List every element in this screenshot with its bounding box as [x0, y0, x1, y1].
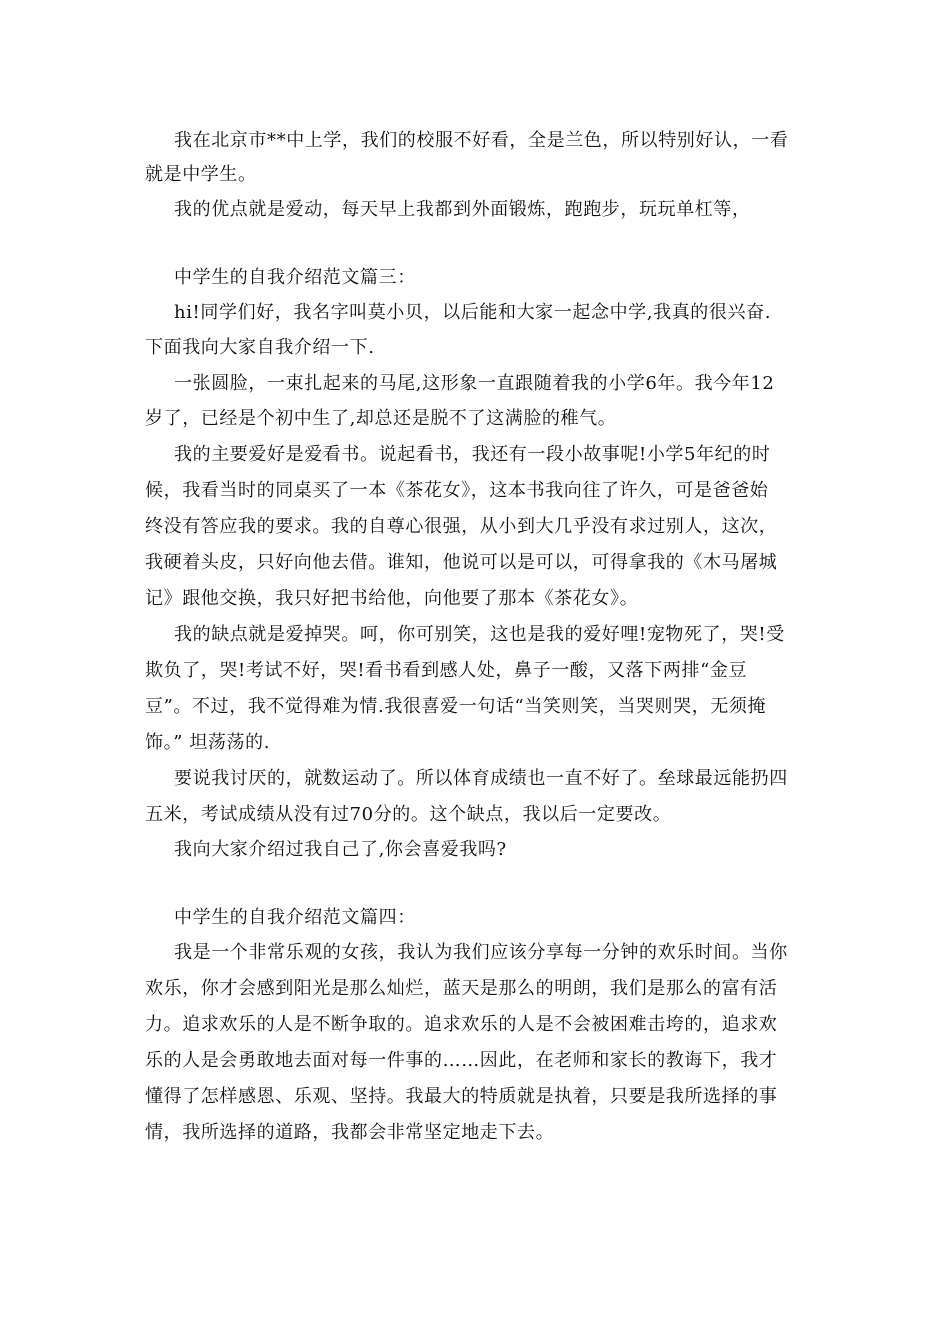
- text-line: 候，我看当时的同桌买了一本《茶花女》，这本书我向往了许久，可是爸爸始: [145, 480, 769, 501]
- section-heading: 中学生的自我介绍范文篇三：: [174, 267, 416, 288]
- text-line: 五米，考试成绩从没有过70分的。这个缺点，我以后一定要改。: [145, 804, 672, 825]
- text-line: 我是一个非常乐观的女孩，我认为我们应该分享每一分钟的欢乐时间。当你: [174, 942, 788, 963]
- text-line: hi!同学们好，我名字叫莫小贝，以后能和大家一起念中学,我真的很兴奋.: [174, 302, 772, 323]
- text-line: 岁了，已经是个初中生了,却总还是脱不了这满脸的稚气。: [145, 408, 617, 429]
- text-line: 记》跟他交换，我只好把书给他，向他要了那本《茶花女》。: [145, 588, 639, 609]
- text-line: 我硬着头皮，只好向他去借。谁知，他说可以是可以，可得拿我的《木马屠城: [145, 552, 778, 573]
- text-line: 我的主要爱好是爱看书。说起看书，我还有一段小故事呢!小学5年纪的时: [174, 444, 771, 465]
- text-line: 就是中学生。: [145, 164, 257, 185]
- text-line: 情，我所选择的道路，我都会非常坚定地走下去。: [145, 1122, 555, 1143]
- text-line: 饰。” 坦荡荡的.: [145, 732, 271, 753]
- text-line: 力。追求欢乐的人是不断争取的。追求欢乐的人是不会被困难击垮的，追求欢: [145, 1014, 778, 1035]
- text-line: 要说我讨厌的，就数运动了。所以体育成绩也一直不好了。垒球最远能扔四: [174, 768, 788, 789]
- text-line: 我向大家介绍过我自己了,你会喜爱我吗?: [174, 839, 507, 860]
- section-heading: 中学生的自我介绍范文篇四：: [174, 907, 416, 928]
- text-line: 豆”。不过，我不觉得难为情.我很喜爱一句话“当笑则笑，当哭则哭，无须掩: [145, 696, 767, 717]
- text-line: 懂得了怎样感恩、乐观、坚持。我最大的特质就是执着，只要是我所选择的事: [145, 1086, 778, 1107]
- text-line: 我的优点就是爱动，每天早上我都到外面锻炼，跑跑步，玩玩单杠等，: [174, 199, 751, 220]
- text-line: 乐的人是会勇敢地去面对每一件事的……因此，在老师和家长的教诲下，我才: [145, 1050, 778, 1071]
- text-line: 终没有答应我的要求。我的自尊心很强，从小到大几乎没有求过别人，这次，: [145, 516, 778, 537]
- text-line: 一张圆脸，一束扎起来的马尾,这形象一直跟随着我的小学6年。我今年12: [174, 373, 775, 394]
- text-line: 下面我向大家自我介绍一下.: [145, 337, 375, 358]
- text-line: 欢乐，你才会感到阳光是那么灿烂，蓝天是那么的明朗，我们是那么的富有活: [145, 978, 778, 999]
- text-line: 我的缺点就是爱掉哭。呵，你可别笑，这也是我的爱好哩!宠物死了，哭!受: [174, 624, 785, 645]
- text-line: 欺负了，哭!考试不好，哭!看书看到感人处，鼻子一酸，又落下两排“金豆: [145, 660, 748, 681]
- text-line: 我在北京市**中上学，我们的校服不好看，全是兰色，所以特别好认，一看: [174, 130, 789, 151]
